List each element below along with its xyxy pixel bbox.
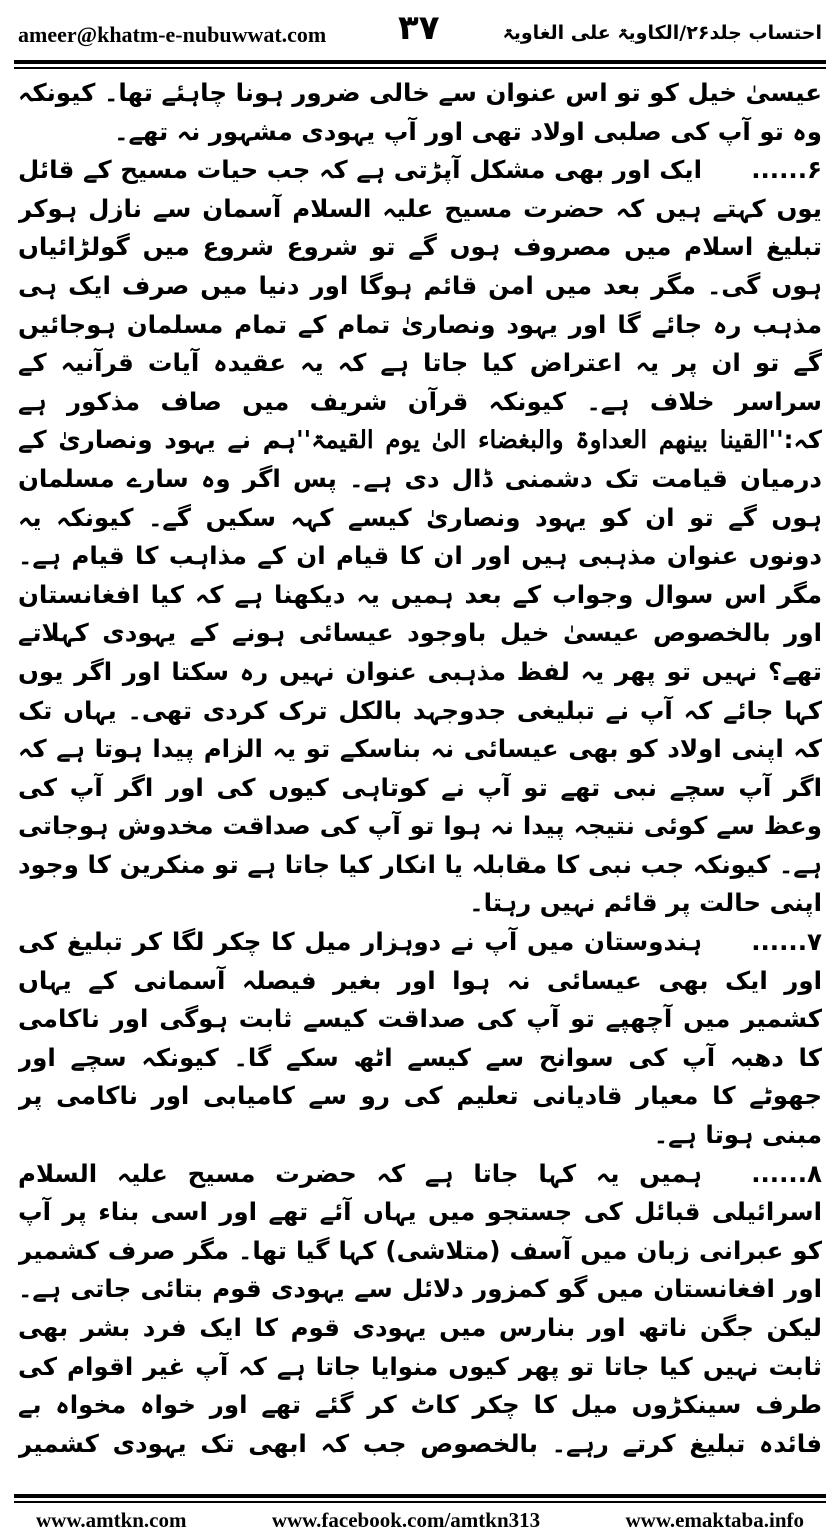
paragraph-text: ہندوستان میں آپ نے دوہزار میل کا چکر لگا کر تبلیغ کی اور ایک بھی عیسائی نہ ہوا اور بغیر فیصلہ آسمانی کے یہاں کشمیر میں آچھپے تو آپ کی صداقت کیسے ثابت ہوگی اور ناکامی کا دھبہ آپ کی سوانح سے کیسے اٹھ سکے گا۔ کیونکہ سچے اور جھوٹے کا معیار قادیانی تعلیم کی رو سے کامیابی اور ناکامی پر مبنی ہوتا ہے۔: [18, 927, 822, 1150]
paragraph-7: [18, 923, 822, 1155]
footer-rule-thin: [14, 1501, 826, 1503]
header-rule-thick: [14, 60, 826, 64]
page-header: [14, 8, 826, 58]
paragraph-number: ۸......: [751, 1158, 822, 1188]
footer-link-facebook[interactable]: www.facebook.com/amtkn313: [271, 1507, 541, 1532]
paragraph-text: ہمیں یہ کہا جاتا ہے کہ حضرت مسیح علیہ السلام اسرائیلی قبائل کی جستجو میں یہاں آئے تھے اور اسی بناء پر آپ کو عبرانی زبان میں آسف (متلاشی) کہا گیا تھا۔ مگر صرف کشمیر اور افغانستان میں گو کمزور دلائل سے یہودی قوم بتائی جاتی ہے۔ لیکن جگن ناتھ اور بنارس میں یہودی قوم کا ایک فرد بشر بھی ثابت نہیں کیا جاتا تو پھر کیوں منوایا جاتا ہے کہ آپ غیر اقوام کی طرف سینکڑوں میل کا چکر کاٹ کر گئے تھے اور خواہ مخواہ بے فائدہ تبلیغ کرتے رہے۔ بالخصوص جب کہ ابھی تک یہودی کشمیر: [18, 1158, 822, 1458]
paragraph-text: ''ہم نے یہود ونصاریٰ کے درمیان قیامت تک دشمنی ڈال دی ہے۔ پس اگر وہ سارے مسلمان ہوں گے تو ان کو یہود ونصاریٰ کیسے کہہ سکیں گے۔ کیونکہ یہ دونوں عنوان مذہبی ہیں اور ان کا قیام ان کے مذاہب کا قیام ہے۔ مگر اس سوال وجواب کے بعد ہمیں یہ دیکھنا ہے کہ کیا افغانستان اور بالخصوص عیسیٰ خیل باوجود عیسائی ہونے کے یہودی کہلاتے تھے؟ نہیں تو پھر یہ لفظ مذہبی عنوان نہیں رہ سکتا اور اگر یوں کہا جائے کہ آپ نے تبلیغی جدوجہد بالکل ترک کردی تھی۔ یہاں تک کہ اپنی اولاد کو بھی عیسائی نہ بناسکے تو یہ الزام پیدا ہوتا ہے کہ اگر آپ سچے نبی تھے تو آپ نے کوتاہی کیوں کی اور اگر آپ کی وعظ سے کوئی نتیجہ پیدا نہ ہوا تو آپ کی صداقت مخدوش ہوجاتی ہے۔ کیونکہ جب نبی کا مقابلہ یا انکار کیا جاتا ہے تو منکرین کا وجود اپنی حالت پر قائم نہیں رہتا۔: [18, 425, 822, 918]
footer-rule-thick: [14, 1494, 826, 1498]
paragraph-continuation: [18, 74, 822, 151]
paragraph-number: ۷......: [751, 927, 822, 957]
running-title: احتساب جلد۲۶/الکاویۃ علی الغاویۃ: [502, 22, 822, 44]
quran-quote: القینا بینھم العداوۃ والبغضاء الیٰ یوم القیمۃ: [311, 425, 769, 455]
body-text: [18, 74, 822, 1460]
paragraph-8: [18, 1155, 822, 1460]
paragraph-number: ۶......: [751, 155, 822, 185]
page-footer: [14, 1505, 826, 1535]
paragraph-text: عیسیٰ خیل کو تو اس عنوان سے خالی ضرور ہونا چاہئے تھا۔ کیونکہ وہ تو آپ کی صلبی اولاد تھی اور آپ یہودی مشہور نہ تھے۔: [18, 78, 822, 146]
paragraph-6: [18, 151, 822, 923]
header-email: ameer@khatm-e-nubuwwat.com: [18, 22, 327, 47]
footer-link-amtkn[interactable]: www.amtkn.com: [36, 1507, 187, 1532]
paragraph-text: ایک اور بھی مشکل آپڑتی ہے کہ جب حیات مسیح کے قائل یوں کہتے ہیں کہ حضرت مسیح علیہ السلام آسمان سے نازل ہوکر تبلیغ اسلام میں مصروف ہوں گے تو شروع شروع میں گولڑائیاں ہوں گی۔ مگر بعد میں امن قائم ہوگا اور دنیا میں صرف ایک ہی مذہب رہ جائے گا اور یہود ونصاریٰ تمام کے تمام مسلمان ہوجائیں گے تو ان پر یہ اعتراض کیا جاتا ہے کہ یہ عقیدہ آیات قرآنیہ کے سراسر خلاف ہے۔ کیونکہ قرآن شریف میں صاف مذکور ہے کہ:'': [18, 155, 822, 455]
header-rule-thin: [14, 67, 826, 69]
page-number: ۳۷: [398, 8, 440, 48]
footer-link-emaktaba[interactable]: www.emaktaba.info: [625, 1507, 804, 1532]
